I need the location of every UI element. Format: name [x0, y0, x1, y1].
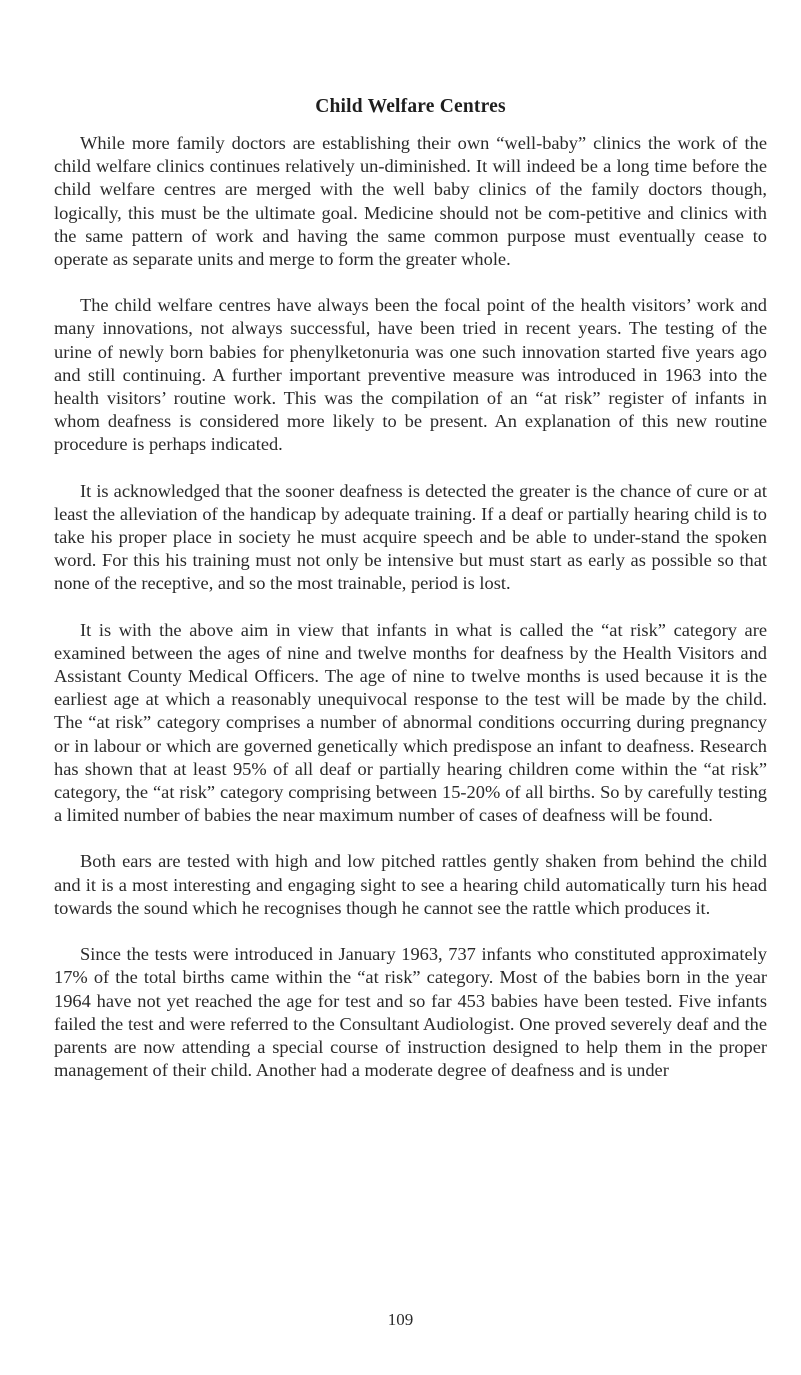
paragraph-well-baby-clinics: While more family doctors are establishing their own “well-baby” clinics the work of the child welfare clinics continues relatively un-diminished. It will indeed be a long time before the child welfare centres are merged with the well baby clinics of the family doctors though, logically, this must be the ultimate goal. Medicine should not be com-petitive and clinics with the same pattern of work and having the same common purpose must eventually cease to operate as separate units and merge to form the greater whole. [54, 133, 767, 270]
paragraph-rattle-test: Both ears are tested with high and low pitched rattles gently shaken from behind the child and it is a most interesting and engaging sight to see a hearing child automatically turn his head towards the sound which he recognises though he cannot see the rattle which produces it. [54, 851, 767, 918]
page-number: 109 [387, 1310, 414, 1329]
paragraph-early-detection: It is acknowledged that the sooner deafness is detected the greater is the chance of cure or at least the alleviation of the handicap by adequate training. If a deaf or partially hearing child is to take his proper place in society he must acquire speech and be able to under-stand the spoken word. For this his training must not only be intensive but must start as early as possible so that none of the receptive, and so the most trainable, period is lost. [54, 480, 767, 594]
paragraph-health-visitors-work: The child welfare centres have always been the focal point of the health visitors’ work and many innovations, not always successful, have been tried in recent years. The testing of the urine of newly born babies for phenylketonuria was one such innovation started five years ago and still continuing. A further important preventive measure was introduced in 1963 into the health visitors’ routine work. This was the compilation of an “at risk” register of infants in whom deafness is considered more likely to be present. An explanation of this new routine procedure is perhaps indicated. [54, 295, 767, 455]
paragraph-test-results: Since the tests were introduced in January 1963, 737 infants who constituted approximately 17% of the total births came within the “at risk” category. Most of the babies born in the year 1964 have not yet reached the age for test and so far 453 babies have been tested. Five infants failed the test and were referred to the Consultant Audiologist. One proved severely deaf and the parents are now attending a special course of instruction designed to help them in the proper management of their child. Another had a moderate degree of deafness and is under [54, 944, 767, 1081]
section-heading: Child Welfare Centres [315, 96, 506, 117]
document-page [54, 96, 767, 1105]
paragraph-at-risk-category: It is with the above aim in view that infants in what is called the “at risk” category are examined between the ages of nine and twelve months for deafness by the Health Visitors and Assistant County Medical Officers. The age of nine to twelve months is used because it is the earliest age at which a reasonably unequivocal response to the test will be made by the child. The “at risk” category comprises a number of abnormal conditions occurring during pregnancy or in labour or which are governed genetically which predispose an infant to deafness. Research has shown that at least 95% of all deaf or partially hearing children come within the “at risk” category, the “at risk” category comprising between 15-20% of all births. So by carefully testing a limited number of babies the near maximum number of cases of deafness will be found. [54, 619, 767, 826]
